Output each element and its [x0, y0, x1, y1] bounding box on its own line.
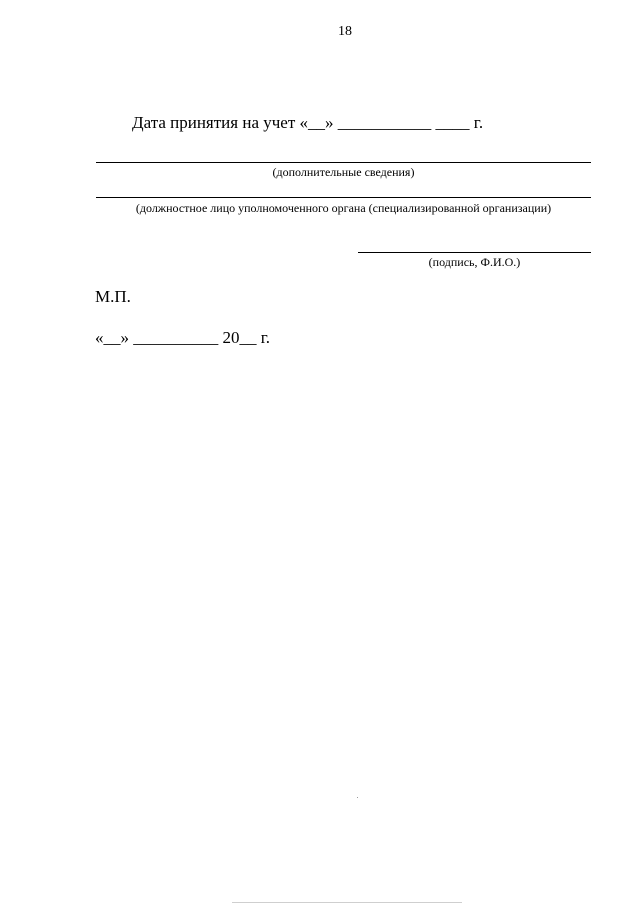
official-caption: (должностное лицо уполномоченного органа (специализированной организации)	[135, 201, 552, 215]
signature-rule	[358, 252, 591, 253]
signature-caption: (подпись, Ф.И.О.)	[428, 255, 521, 269]
bottom-edge-mark	[232, 902, 462, 903]
stamp-label: М.П.	[95, 287, 131, 306]
registration-date-line: Дата принятия на учет «__» ___________ ____ г.	[132, 113, 484, 132]
additional-info-caption: (дополнительные сведения)	[272, 165, 415, 179]
official-rule	[96, 197, 591, 198]
page-number: 18	[338, 24, 352, 39]
scan-dot	[357, 797, 358, 798]
additional-info-rule	[96, 162, 591, 163]
date-line: «__» __________ 20__ г.	[95, 328, 271, 347]
